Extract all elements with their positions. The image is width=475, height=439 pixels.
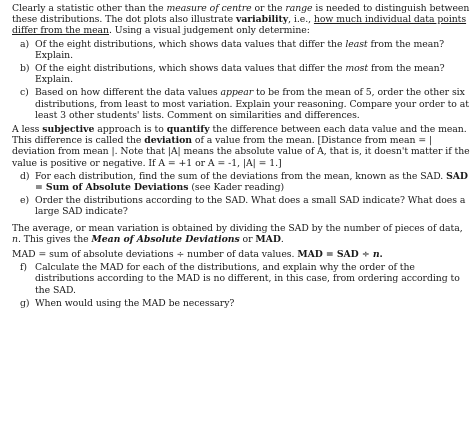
paragraph-text: of a value from the mean. [Distance from mean = | deviation from mean |. Note that |A| means the absolute value of A, that is, it doesn't matter if the value is positive or negative. If A = +1 or A = -1, |A| = 1.]	[12, 135, 470, 169]
question-text-part: Of the eight distributions, which shows data values that differ the	[35, 63, 346, 75]
intro-text: is needed to distinguish between these distributions. The dot plots also illustrate	[12, 3, 470, 26]
question-g	[20, 298, 470, 309]
question-label: g)	[20, 297, 30, 309]
intro-text: or the	[251, 3, 286, 14]
variable-n: n	[372, 249, 380, 261]
mad-paragraph	[12, 223, 470, 245]
term-subjective: subjective	[42, 124, 95, 136]
question-label: e)	[20, 195, 30, 207]
formula-text: .	[379, 249, 383, 261]
mad-formula: MAD = SAD ÷	[297, 249, 373, 261]
question-text-part: from the mean? Explain.	[35, 63, 445, 86]
question-text-part: For each distribution, find the sum of the deviations from the mean, known as the SAD.	[35, 170, 447, 182]
question-text-part: (see Kader reading)	[188, 182, 285, 194]
paragraph-text: .	[280, 233, 284, 245]
question-e	[20, 195, 470, 217]
question-f	[20, 262, 470, 296]
question-label: a)	[20, 38, 30, 50]
term-quantify: quantify	[166, 124, 210, 136]
question-emphasis-appear: appear	[220, 87, 254, 99]
question-text-part: Of the eight distributions, which shows data values that differ the	[35, 38, 346, 50]
intro-term-measure-of-centre: measure of centre	[166, 3, 252, 14]
sad-definition: SAD = Sum of Absolute Deviations	[35, 170, 468, 194]
intro-underlined-definition: how much individual data points differ from the mean	[12, 14, 467, 37]
question-b	[20, 63, 470, 85]
question-label: c)	[20, 87, 29, 99]
question-c	[20, 87, 470, 121]
paragraph-text: . This gives the	[17, 233, 92, 245]
intro-paragraph	[12, 3, 470, 37]
paragraph-text: The average, or mean variation is obtained by dividing the SAD by the number of pieces of data,	[12, 222, 463, 234]
paragraph-text: or	[239, 233, 256, 245]
question-text	[35, 171, 470, 193]
intro-text: . Using a visual judgement only determine:	[109, 25, 310, 37]
formula-text: MAD = sum of absolute deviations ÷ number of data values.	[12, 249, 298, 261]
question-a	[20, 39, 470, 61]
question-text: When would using the MAD be necessary?	[35, 297, 235, 309]
question-text: Order the distributions according to the SAD. What does a small SAD indicate? What does a large SAD indicate?	[35, 195, 466, 218]
mad-formula-line	[12, 249, 470, 260]
question-text-part: to be from the mean of 5, order the other six distributions, from least to most variation. Explain your reasoning. Compare your order to at least 3 other students' lists. Comment on similarities and differences.	[35, 87, 469, 121]
deviation-paragraph	[12, 124, 470, 169]
term-deviation: deviation	[144, 135, 192, 147]
intro-text: Clearly a statistic other than the	[12, 3, 167, 14]
intro-term-range: range	[285, 3, 313, 14]
question-text-part: from the mean? Explain.	[35, 38, 445, 61]
term-mean-of-absolute-deviations: Mean of Absolute Deviations	[91, 233, 240, 245]
question-text-part: Based on how different the data values	[35, 87, 221, 99]
question-emphasis-least: least	[345, 38, 368, 50]
intro-text: , i.e.,	[288, 14, 314, 26]
variable-n: n	[12, 233, 18, 245]
paragraph-text: the difference between each data value and the mean. This difference is called the	[12, 124, 467, 147]
paragraph-text: approach is to	[94, 124, 167, 136]
question-emphasis-most: most	[345, 63, 369, 75]
question-label: f)	[20, 262, 27, 274]
question-text	[35, 39, 470, 61]
question-text: Calculate the MAD for each of the distributions, and explain why the order of the distributions according to the MAD is no different, in this case, from ordering according to the SAD.	[35, 262, 460, 296]
question-text	[35, 87, 470, 121]
intro-term-variability: variability	[235, 14, 289, 26]
worksheet-page	[12, 3, 470, 309]
question-text	[35, 63, 470, 85]
question-label: b)	[20, 63, 30, 75]
term-mad: MAD	[255, 233, 281, 245]
paragraph-text: A less	[12, 124, 43, 136]
question-d	[20, 171, 470, 193]
question-label: d)	[20, 170, 30, 182]
